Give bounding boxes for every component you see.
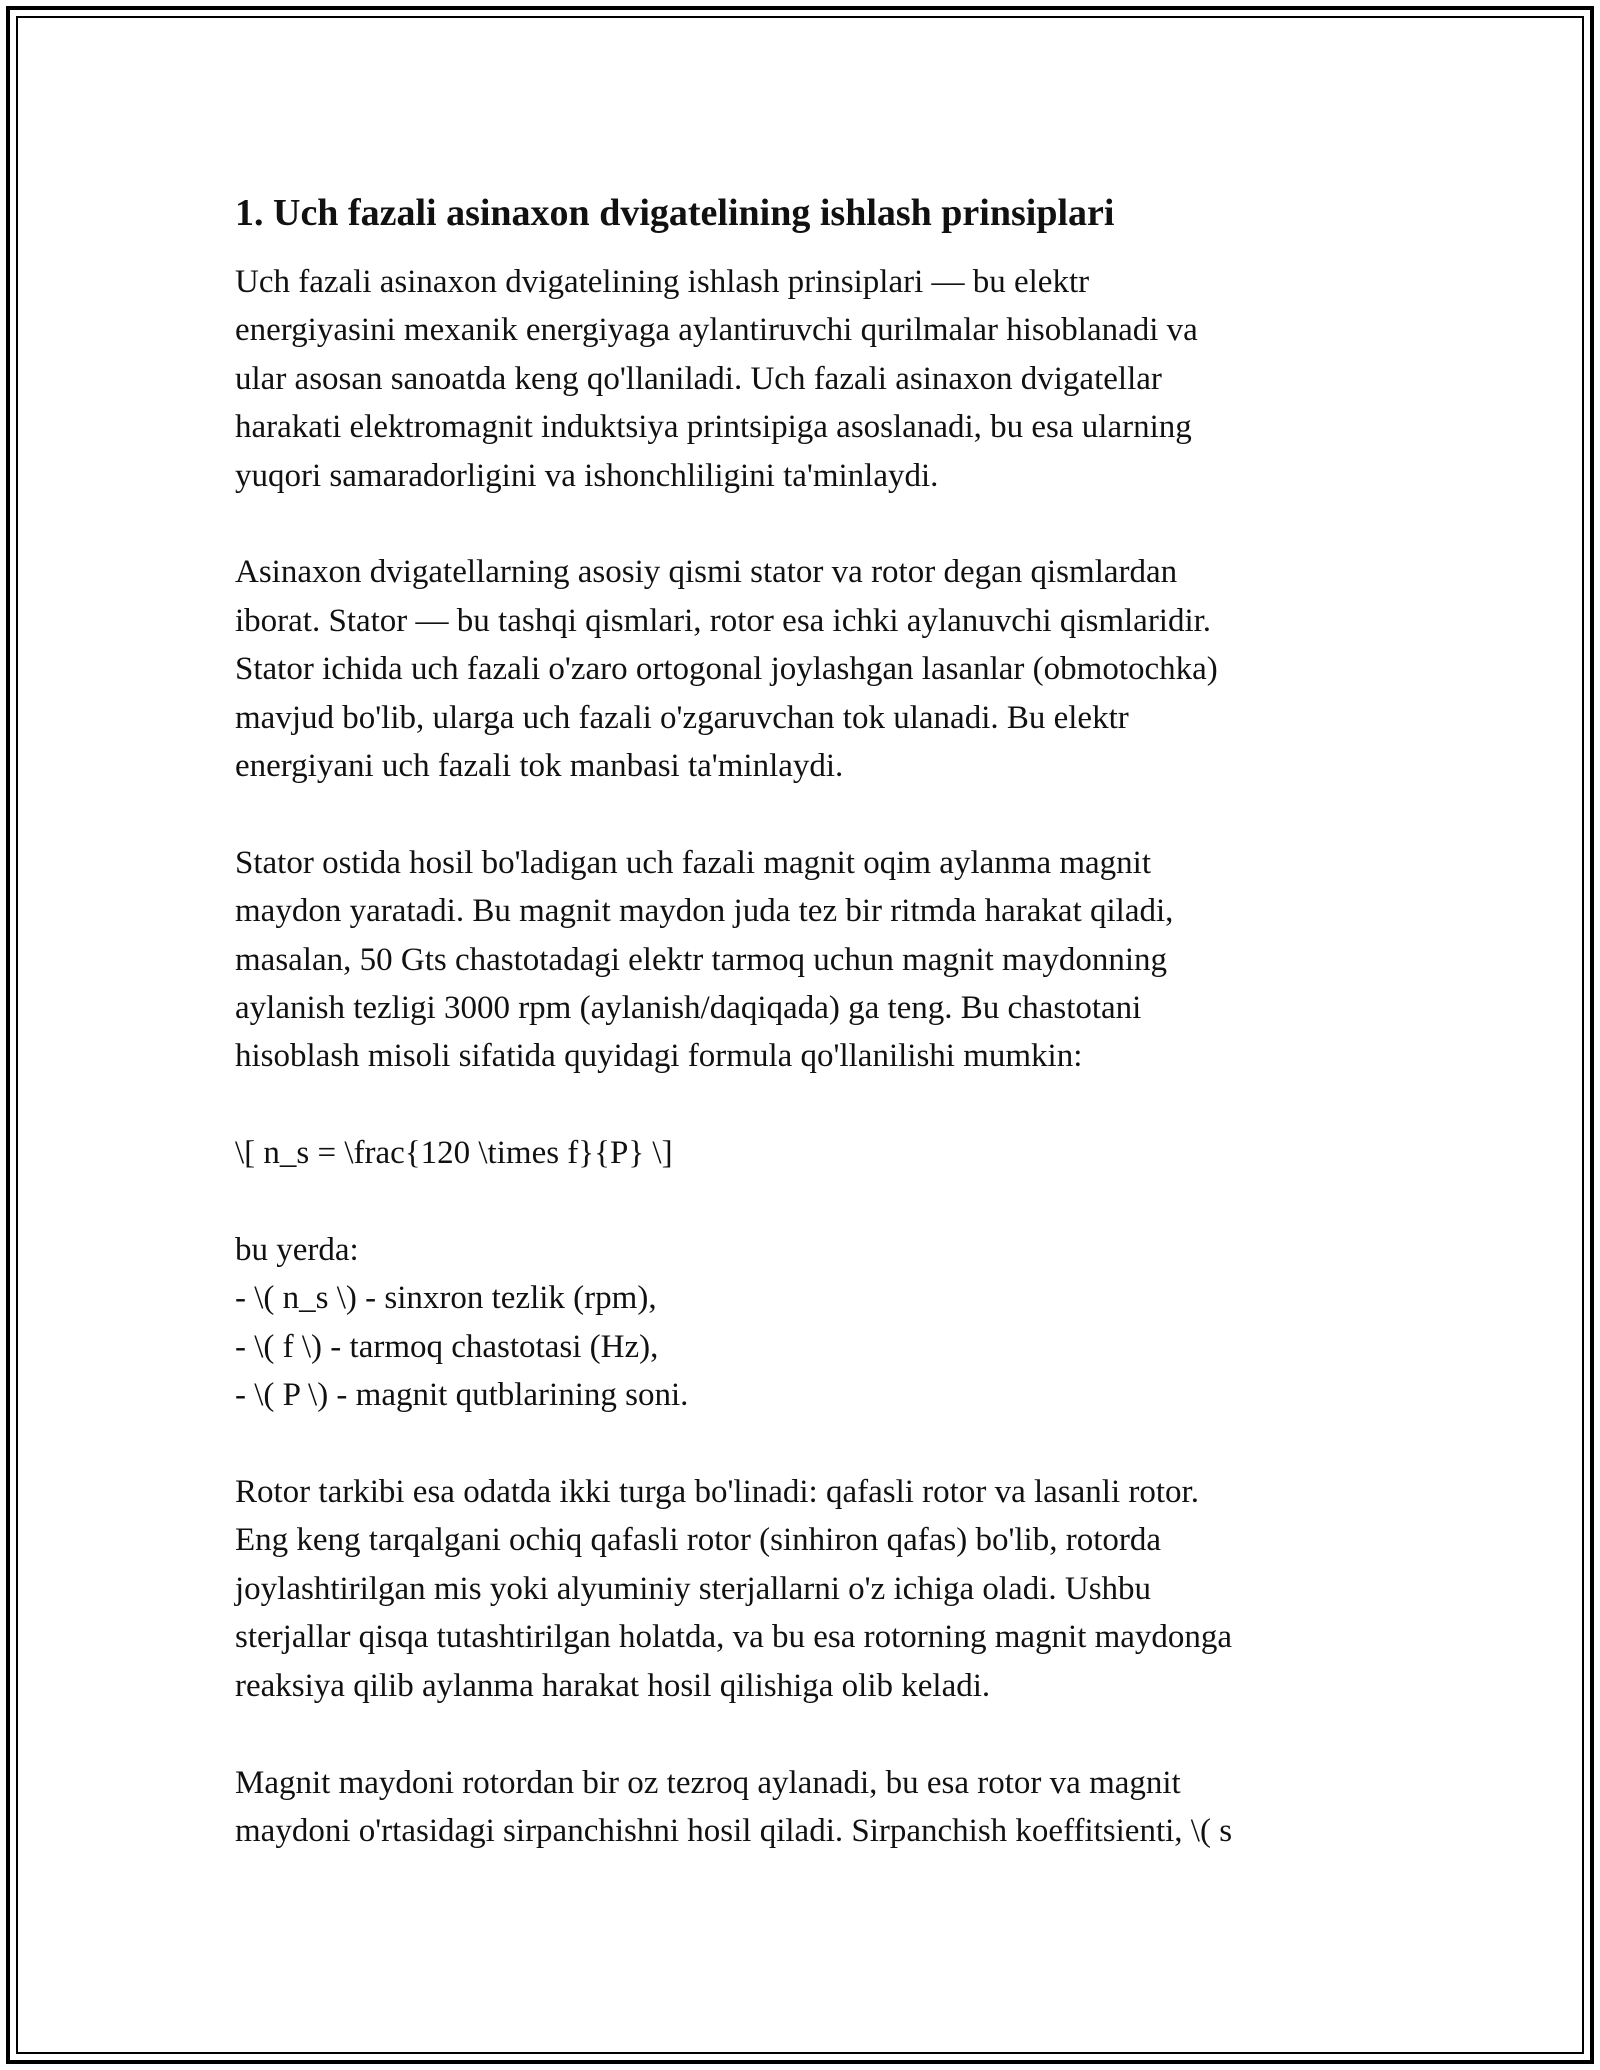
text-line: sterjallar qisqa tutashtirilgan holatda, va bu esa rotorning magnit maydonga	[235, 1619, 1233, 1656]
text-line: energiyasini mexanik energiyaga aylantiruvchi qurilmalar hisoblanadi va	[235, 312, 1198, 349]
formula-legend	[235, 1226, 1385, 1420]
text-line: Eng keng tarqalgani ochiq qafasli rotor (sinhiron qafas) bo'lib, rotorda	[235, 1522, 1162, 1559]
text-line: Magnit maydoni rotordan bir oz tezroq aylanadi, bu esa rotor va magnit	[235, 1764, 1181, 1801]
formula-synchronous-speed: \[ n_s = \frac{120 \times f}{P} \]	[235, 1135, 673, 1172]
text-line: maydoni o'rtasidagi sirpanchishni hosil qiladi. Sirpanchish koeffitsienti, \( s	[235, 1812, 1233, 1849]
paragraph-slip	[235, 1759, 1385, 1856]
text-line: maydon yaratadi. Bu magnit maydon juda tez bir ritmda harakat qiladi,	[235, 893, 1174, 930]
text-line: harakati elektromagnit induktsiya printsipiga asoslanadi, bu esa ularning	[235, 409, 1192, 446]
text-line: Asinaxon dvigatellarning asosiy qismi stator va rotor degan qismlardan	[235, 554, 1178, 591]
text-line: joylashtirilgan mis yoki alyuminiy sterjallarni o'z ichiga oladi. Ushbu	[235, 1570, 1152, 1607]
section-heading: 1. Uch fazali asinaxon dvigatelining ishlash prinsiplari	[235, 192, 1115, 234]
legend-intro: bu yerda:	[235, 1232, 359, 1269]
text-line: Stator ostida hosil bo'ladigan uch fazali magnit oqim aylanma magnit	[235, 844, 1151, 881]
text-line: Rotor tarkibi esa odatda ikki turga bo'linadi: qafasli rotor va lasanli rotor.	[235, 1474, 1199, 1511]
text-line: Stator ichida uch fazali o'zaro ortogonal joylashgan lasanlar (obmotochka)	[235, 651, 1218, 688]
paragraph-stator-rotor	[235, 548, 1385, 790]
legend-item: - \( f \) - tarmoq chastotasi (Hz),	[235, 1328, 659, 1365]
text-line: yuqori samaradorligini va ishonchliligini ta'minlaydi.	[235, 457, 939, 494]
text-line: energiyani uch fazali tok manbasi ta'minlaydi.	[235, 748, 844, 785]
legend-item: - \( P \) - magnit qutblarining soni.	[235, 1377, 689, 1414]
text-line: iborat. Stator — bu tashqi qismlari, rotor esa ichki aylanuvchi qismlaridir.	[235, 602, 1212, 639]
paragraph-rotor-types	[235, 1468, 1385, 1710]
text-line: hisoblash misoli sifatida quyidagi formula qo'llanilishi mumkin:	[235, 1038, 1083, 1075]
legend-item: - \( n_s \) - sinxron tezlik (rpm),	[235, 1280, 657, 1317]
text-line: aylanish tezligi 3000 rpm (aylanish/daqiqada) ga teng. Bu chastotani	[235, 990, 1142, 1027]
text-line: reaksiya qilib aylanma harakat hosil qilishiga olib keladi.	[235, 1667, 991, 1704]
paragraph-intro	[235, 258, 1385, 500]
text-line: masalan, 50 Gts chastotadagi elektr tarmoq uchun magnit maydonning	[235, 941, 1168, 978]
text-line: mavjud bo'lib, ularga uch fazali o'zgaruvchan tok ulanadi. Bu elektr	[235, 699, 1129, 736]
text-line: ular asosan sanoatda keng qo'llaniladi. Uch fazali asinaxon dvigatellar	[235, 360, 1162, 397]
text-line: Uch fazali asinaxon dvigatelining ishlash prinsiplari — bu elektr	[235, 264, 1090, 300]
document-body	[235, 186, 1385, 1904]
paragraph-magnetic-field	[235, 839, 1385, 1081]
